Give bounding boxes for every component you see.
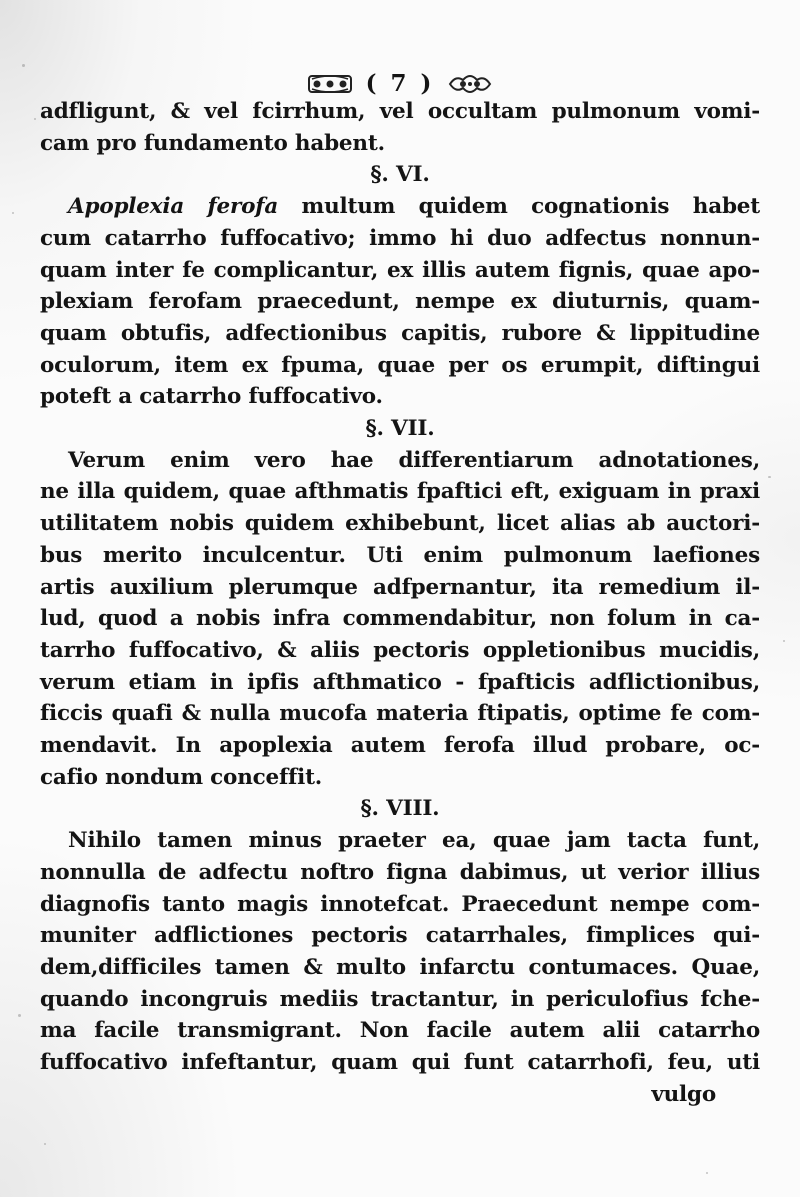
left-ornament-icon: [308, 74, 352, 94]
text-line: ma facile transmigrant. Non facile autem alii catarrho: [40, 1018, 760, 1044]
right-ornament-icon: [448, 74, 492, 94]
text-line: adfligunt, & vel fcirrhum, vel occultam pulmonum vomi-: [40, 99, 760, 124]
text-line: fuffocativo infeftantur, quam qui funt catarrhofi, feu, uti: [40, 1050, 760, 1076]
text-line: cafio nondum conceffit.: [40, 764, 323, 790]
text-line: ficcis quafi & nulla mucofa materia ftipatis, optime fe com-: [40, 701, 760, 727]
text-line: Verum enim vero hae differentiarum adnotationes,: [68, 447, 760, 473]
section-heading: §. VIII.: [360, 796, 440, 822]
section-heading: §. VII.: [365, 416, 435, 442]
text-line: ne illa quidem, quae afthmatis fpaftici eft, exiguam in praxi: [40, 479, 760, 505]
text-line: cam pro fundamento habent.: [40, 130, 385, 156]
catchword: vulgo: [651, 1081, 716, 1107]
text-line: nonnulla de adfectu noftro figna dabimus, ut verior illius: [40, 859, 760, 885]
text-line: [40, 191, 760, 223]
page-body: [40, 96, 760, 1111]
text-line: verum etiam in ipfis afthmatico - fpafticis adflictionibus,: [40, 669, 760, 695]
italic-term: Apoplexia ferofa: [68, 194, 279, 220]
text-line: lud, quod a nobis infra commendabitur, non folum in ca-: [40, 606, 760, 632]
text-line: mendavit. In apoplexia autem ferofa illud probare, oc-: [40, 733, 760, 759]
text-line: muniter adflictiones pectoris catarrhales, fimplices qui-: [40, 923, 760, 949]
text-line: quam obtufis, adfectionibus capitis, rubore & lippitudine: [40, 320, 760, 346]
text-line: cum catarrho fuffocativo; immo hi duo adfectus nonnun-: [40, 225, 760, 251]
text-line: tarrho fuffocativo, & aliis pectoris oppletionibus mucidis,: [40, 637, 760, 663]
text-line: plexiam ferofam praecedunt, nempe ex diuturnis, quam-: [40, 289, 760, 315]
text-line: quam inter fe complicantur, ex illis autem fignis, quae apo-: [40, 257, 760, 283]
text-line: poteft a catarrho fuffocativo.: [40, 384, 383, 410]
text-line: Nihilo tamen minus praeter ea, quae jam tacta funt,: [68, 828, 760, 854]
page-header: [0, 70, 800, 97]
text-line: oculorum, item ex fpuma, quae per os erumpit, diftingui: [40, 352, 760, 378]
text-line: quando incongruis mediis tractantur, in periculofius fche-: [40, 986, 760, 1012]
text-line: diagnofis tanto magis innotefcat. Praecedunt nempe com-: [40, 891, 760, 917]
text-fragment: multum quidem cognationis habet: [278, 194, 760, 220]
text-line: bus merito inculcentur. Uti enim pulmonum laefiones: [40, 542, 760, 568]
text-line: utilitatem nobis quidem exhibebunt, licet alias ab auctori-: [40, 511, 760, 537]
page-number: ( 7 ): [365, 70, 435, 97]
section-heading: §. VI.: [370, 162, 430, 188]
text-line: artis auxilium plerumque adfpernantur, ita remedium il-: [40, 574, 760, 600]
text-line: dem,difficiles tamen & multo infarctu contumaces. Quae,: [40, 954, 760, 980]
